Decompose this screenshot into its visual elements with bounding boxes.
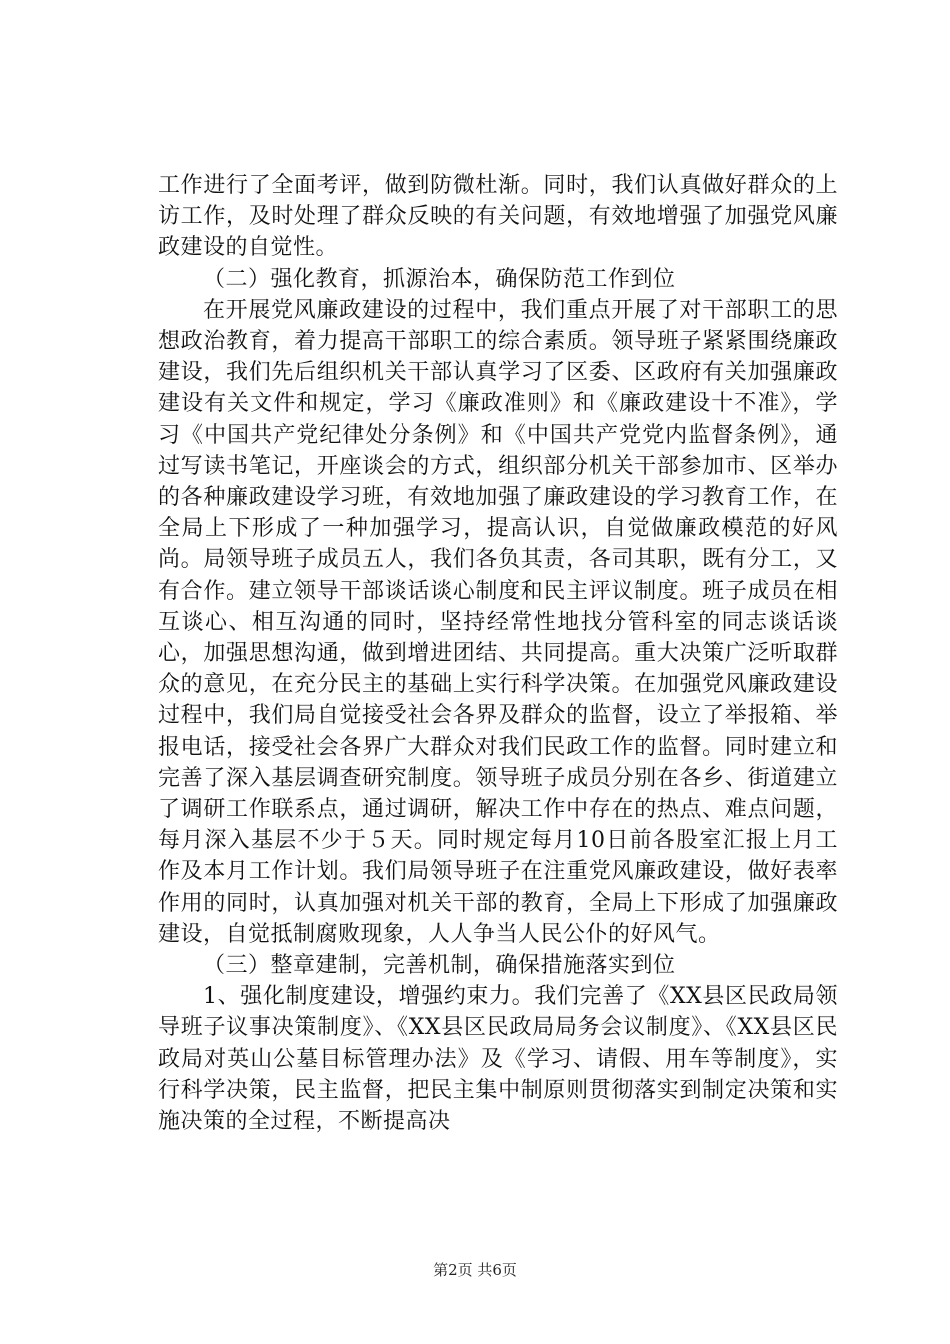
paragraph-education: 在开展党风廉政建设的过程中，我们重点开展了对干部职工的思想政治教育，着力提高干部职工的综合素质。领导班子紧紧围绕廉政建设，我们先后组织机关干部认真学习了区委、区政府有关加强廉政建设有关文件和规定，学习《廉政准则》和《廉政建设十不准》，学习《中国共产党纪律处分条例》和《中国共产党党内监督条例》，通过写读书笔记，开座谈会的方式，组织部分机关干部参加市、区举办的各种廉政建设学习班，有效地加强了廉政建设的学习教育工作，在全局上下形成了一种加强学习，提高认识，自觉做廉政模范的好风尚。局领导班子成员五人，我们各负其责，各司其职，既有分工，又有合作。建立领导干部谈话谈心制度和民主评议制度。班子成员在相互谈心、相互沟通的同时，坚持经常性地找分管科室的同志谈话谈心，加强思想沟通，做到增进团结、共同提高。重大决策广泛听取群众的意见，在充分民主的基础上实行科学决策。在加强党风廉政建设过程中，我们局自觉接受社会各界及群众的监督，设立了举报箱、举报电话，接受社会各界广大群众对我们民政工作的监督。同时建立和完善了深入基层调查研究制度。领导班子成员分别在各乡、街道建立了调研工作联系点，通过调研，解决工作中存在的热点、难点问题，每月深入基层不少于５天。同时规定每月10日前各股室汇报上月工作及本月工作计划。我们局领导班子在注重党风廉政建设，做好表率作用的同时，认真加强对机关干部的教育，全局上下形成了加强廉政建设，自觉抵制腐败现象，人人争当人民公仆的好风气。	[158, 297, 838, 947]
section-heading-3: （三）整章建制，完善机制，确保措施落实到位	[203, 953, 676, 979]
paragraph-continuation: 工作进行了全面考评，做到防微杜渐。同时，我们认真做好群众的上访工作，及时处理了群众反映的有关问题，有效地增强了加强党风廉政建设的自觉性。	[158, 173, 838, 261]
section-heading-2: （二）强化教育，抓源治本，确保防范工作到位	[203, 266, 676, 292]
paragraph-system-building: 1、强化制度建设，增强约束力。我们完善了《XX县区民政局领导班子议事决策制度》、《XX县区民政局局务会议制度》、《XX县区民政局对英山公墓目标管理办法》及《学习、请假、用车等制度》，实行科学决策，民主监督，把民主集中制原则贯彻落实到制定决策和实施决策的全过程，不断提高决	[158, 984, 838, 1135]
document-body	[158, 170, 838, 1137]
page-number-footer: 第2页 共6页	[433, 1261, 517, 1279]
